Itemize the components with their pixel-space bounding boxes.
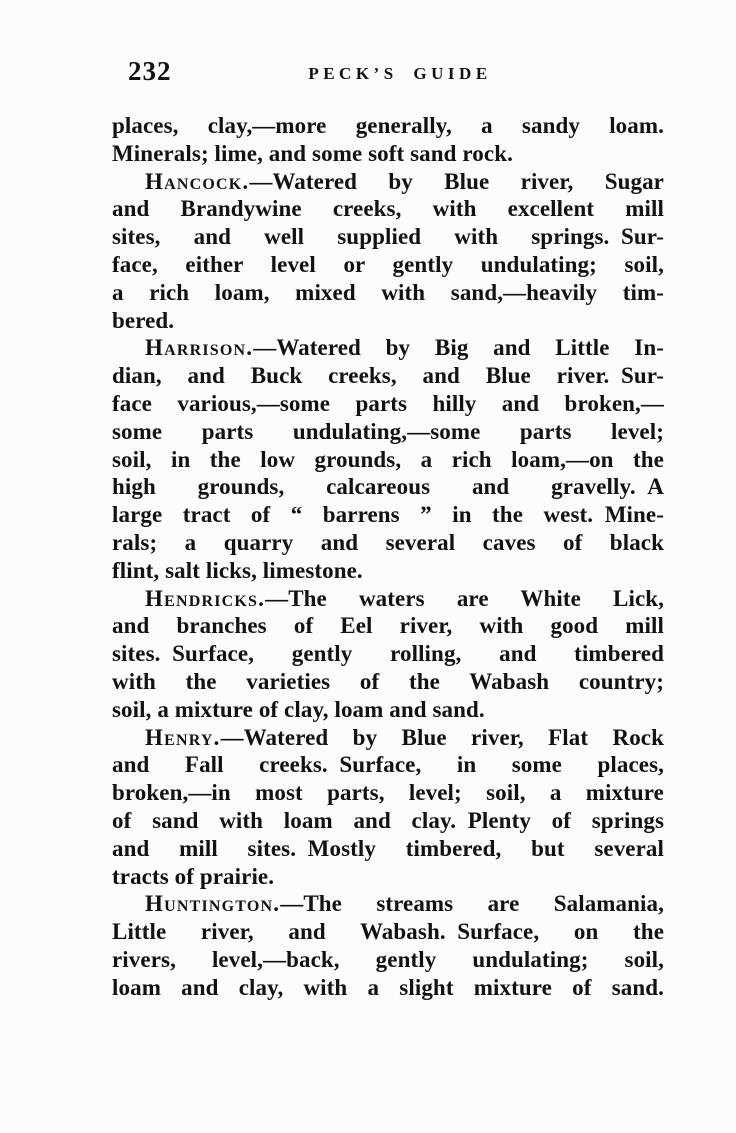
county-name: Huntington. <box>145 891 281 917</box>
paragraph-huntington <box>112 890 664 1001</box>
text-line: a rich loam, mixed with sand,—heavily tim- <box>112 279 664 305</box>
county-name: Hancock. <box>145 168 250 194</box>
paragraph-harrison <box>112 334 664 584</box>
paragraph-hendricks <box>112 585 664 724</box>
text-line: high grounds, calcareous and gravelly. A <box>112 474 664 500</box>
text-line: soil, a mixture of clay, loam and sand. <box>112 696 485 722</box>
text-line: face various,—some parts hilly and broken,— <box>112 390 664 416</box>
text-line: bered. <box>112 307 175 333</box>
text-line: places, clay,—more generally, a sandy loam. <box>112 113 664 138</box>
lead-text: —Watered by Big and Little In- <box>253 335 664 361</box>
lead-text: —Watered by Blue river, Sugar <box>249 168 664 194</box>
text-line: face, either level or gently undulating; soil, <box>112 251 664 277</box>
paragraph-henry <box>112 724 664 891</box>
paragraph-continued <box>112 112 664 168</box>
text-line: some parts undulating,—some parts level; <box>112 418 664 444</box>
text-line: with the varieties of the Wabash country; <box>112 668 664 694</box>
text-line: dian, and Buck creeks, and Blue river. Sur- <box>112 363 664 389</box>
lead-text: —The waters are White Lick, <box>265 585 664 611</box>
lead-text: —The streams are Salamania, <box>280 891 664 917</box>
text-line: large tract of “ barrens ” in the west. Mine- <box>112 502 664 528</box>
text-line: of sand with loam and clay. Plenty of springs <box>112 807 664 833</box>
text-line <box>112 724 664 752</box>
text-line: and Fall creeks. Surface, in some places, <box>112 752 664 778</box>
text-line: soil, in the low grounds, a rich loam,—on the <box>112 446 664 472</box>
running-head: PECK’S GUIDE <box>308 64 492 83</box>
text-line: and branches of Eel river, with good mill <box>112 613 664 639</box>
text-line: loam and clay, with a slight mixture of sand. <box>112 974 664 1000</box>
text-line: tracts of prairie. <box>112 863 275 889</box>
text-line: Minerals; lime, and some soft sand rock. <box>112 140 513 166</box>
text-line: and mill sites. Mostly timbered, but several <box>112 835 664 861</box>
text-line <box>112 585 664 613</box>
text-line: flint, salt licks, limestone. <box>112 557 363 583</box>
page-number: 232 <box>128 56 172 86</box>
text-line: rals; a quarry and several caves of black <box>112 529 664 555</box>
text-line <box>112 890 664 918</box>
paragraph-hancock <box>112 168 664 335</box>
text-line <box>112 168 664 196</box>
lead-text: —Watered by Blue river, Flat Rock <box>220 724 664 750</box>
text-line: sites. Surface, gently rolling, and timbered <box>112 641 664 667</box>
county-name: Hendricks. <box>145 585 266 611</box>
county-name: Henry. <box>145 724 221 750</box>
text-line: sites, and well supplied with springs. Sur- <box>112 224 664 250</box>
text-line: Little river, and Wabash. Surface, on the <box>112 919 664 945</box>
page-body <box>112 112 664 1002</box>
county-name: Harrison. <box>145 335 254 361</box>
text-line: broken,—in most parts, level; soil, a mixture <box>112 780 664 806</box>
text-line: rivers, level,—back, gently undulating; soil, <box>112 946 664 972</box>
text-line: and Brandywine creeks, with excellent mill <box>112 196 664 222</box>
text-line <box>112 334 664 362</box>
